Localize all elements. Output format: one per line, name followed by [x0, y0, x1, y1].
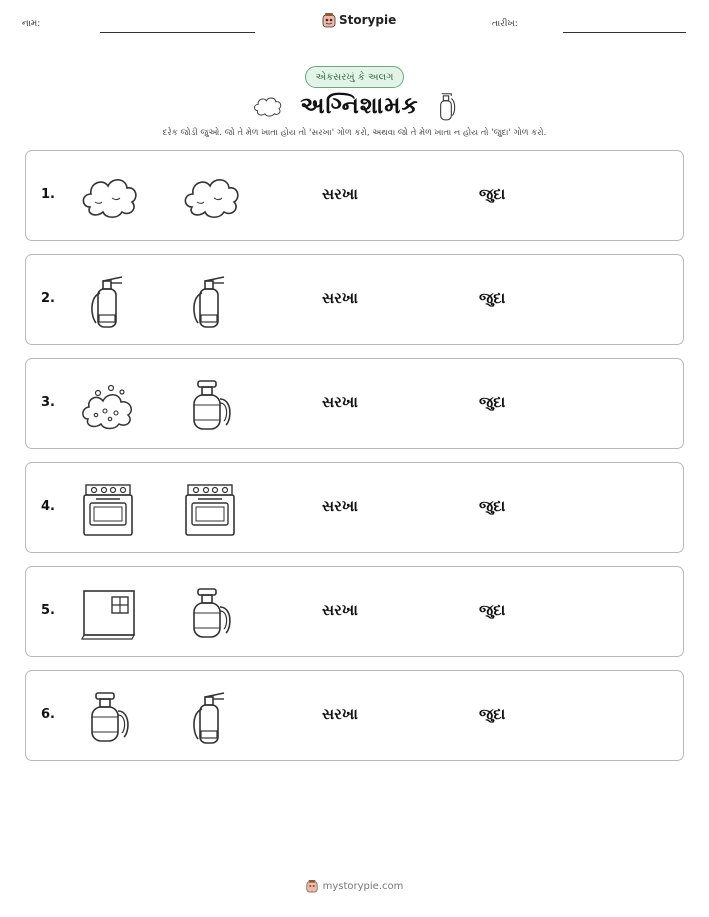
- brand-name: Storypie: [339, 13, 397, 27]
- stove-icon: [78, 479, 138, 539]
- date-label: તારીખ:: [492, 19, 518, 29]
- same-option[interactable]: સરખા: [322, 289, 358, 307]
- foam-icon: [78, 375, 138, 435]
- same-option[interactable]: સરખા: [322, 705, 358, 723]
- storypie-logo-icon: [306, 879, 318, 893]
- page-title: અગ્નિશામક: [300, 93, 419, 119]
- question-number: 5.: [41, 603, 55, 618]
- title-row: [0, 88, 709, 124]
- question-card-5: [25, 566, 684, 657]
- storypie-logo-icon: [322, 12, 336, 28]
- different-option[interactable]: જુદા: [479, 289, 506, 307]
- same-option[interactable]: સરખા: [322, 393, 358, 411]
- fire-extinguisher-icon: [180, 271, 240, 331]
- instructions: દરેક જોડી જુઓ. જો તે મેળ ખાતા હોય તો 'સરખા' ગોળ કરો, અથવા જો તે મેળ ખાતા ન હોય તો 'જુદા' ગોળ કરો.: [162, 128, 547, 138]
- smoke-icon: [78, 167, 138, 227]
- question-card-3: [25, 358, 684, 449]
- different-option[interactable]: જુદા: [479, 705, 506, 723]
- different-option[interactable]: જુદા: [479, 497, 506, 515]
- footer: [0, 879, 709, 893]
- stove-icon: [180, 479, 240, 539]
- date-line[interactable]: [563, 32, 686, 33]
- smoke-icon: [252, 93, 284, 119]
- same-option[interactable]: સરખા: [322, 601, 358, 619]
- smoke-icon: [180, 167, 240, 227]
- question-number: 3.: [41, 395, 55, 410]
- different-option[interactable]: જુદા: [479, 185, 506, 203]
- fire-extinguisher-icon: [180, 687, 240, 747]
- name-line[interactable]: [100, 32, 255, 33]
- name-label: નામ:: [22, 19, 41, 29]
- fire-extinguisher-icon: [78, 271, 138, 331]
- question-number: 1.: [41, 187, 55, 202]
- brand-logo: [322, 12, 396, 28]
- worksheet-type-badge: એકસરખું કે અલગ: [305, 66, 404, 88]
- same-option[interactable]: સરખા: [322, 185, 358, 203]
- question-number: 4.: [41, 499, 55, 514]
- different-option[interactable]: જુદા: [479, 393, 506, 411]
- question-card-2: [25, 254, 684, 345]
- question-card-4: [25, 462, 684, 553]
- question-number: 6.: [41, 707, 55, 722]
- extinguisher-tank-icon: [78, 687, 138, 747]
- extinguisher-tank-icon: [180, 375, 240, 435]
- question-card-6: [25, 670, 684, 761]
- question-number: 2.: [41, 291, 55, 306]
- extinguisher-tank-icon: [180, 583, 240, 643]
- extinguisher-icon: [435, 90, 457, 122]
- question-card-1: [25, 150, 684, 241]
- same-option[interactable]: સરખા: [322, 497, 358, 515]
- window-icon: [78, 583, 138, 643]
- different-option[interactable]: જુદા: [479, 601, 506, 619]
- footer-site[interactable]: mystorypie.com: [322, 880, 404, 892]
